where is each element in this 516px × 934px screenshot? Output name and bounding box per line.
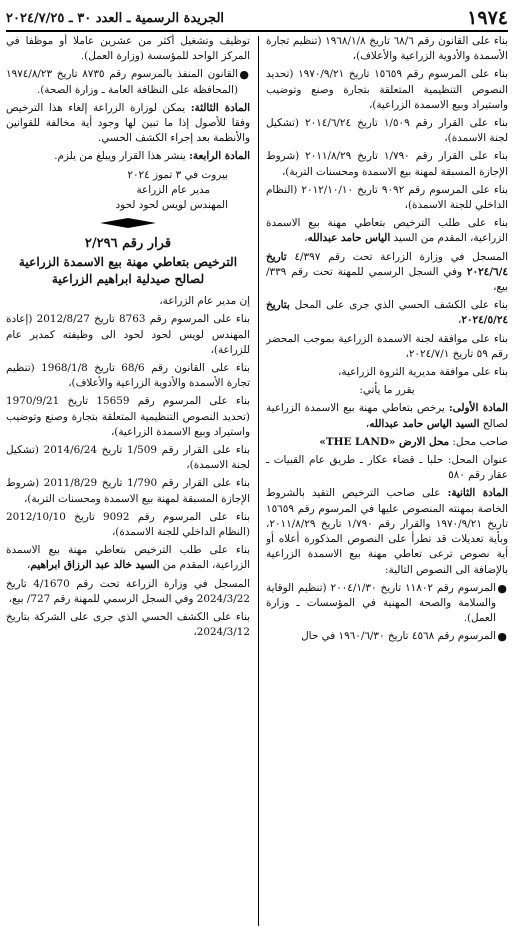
paragraph-text: بناء على طلب الترخيص بتعاطي مهنة بيع الاسمدة الزراعية، المقدم من السيد: [266, 217, 508, 245]
bullet-item: [266, 629, 508, 644]
paragraph-text: إن مدير عام الزراعة،: [159, 295, 250, 308]
paragraph: [266, 250, 508, 296]
paragraph: [6, 443, 250, 473]
bullet-item: [6, 67, 250, 97]
paragraph-text: المسجل في وزارة الزراعة تحت رقم ٤/٣٩٧: [286, 250, 508, 263]
paragraph-tail: ،: [365, 417, 370, 430]
paragraph-text: بناء على المرسوم رقم 9092 تاريخ 2012/10/10 (النظام الداخلي للجنة الاسمدة)،: [6, 510, 250, 539]
gazette-header-title: الجريدة الرسمية ـ العدد ٣٠ ـ ٢٠٢٤/٧/٢٥: [6, 11, 225, 26]
bullet-text: المرسوم رقم ١١٨٠٢ تاريخ ٢٠٠٤/١/٣٠ (تنظيم الوقاية والسلامة والصحة المهنية في المؤسسات ـ وزارة العمل).: [266, 581, 497, 625]
emphasized-text: تاريخ ٢٠٢٤/٦/٤: [266, 250, 508, 278]
paragraph: [266, 486, 508, 577]
centered-paragraph: يقرر ما يأتي:: [359, 384, 415, 397]
article-label: المادة الأولى:: [448, 402, 508, 415]
paragraph-text: بناء على المرسوم رقم 15659 تاريخ 1970/9/21 (تحديد النصوص التنظيمية المتعلقة بتجارة وصنع وتوضيب واستيراد وبيع الاسمدة الزراعية)،: [6, 395, 250, 438]
emphasized-text: بتاريخ ٢٠٢٤/٥/٢٤: [266, 299, 508, 327]
paragraph: [6, 476, 250, 506]
paragraph: [6, 294, 250, 309]
paragraph-text: المسجل في وزارة الزراعة تحت رقم 4/1670 تاريخ 2024/3/22 وفي السجل الرسمي للمهنة رقم 727/ بيع،: [6, 577, 250, 605]
left-column: [6, 34, 250, 930]
article-label: المادة الرابعة:: [189, 150, 250, 163]
left-column-top-section: [6, 34, 250, 165]
paragraph: [6, 34, 250, 64]
paragraph-tail: ،: [304, 232, 308, 245]
paragraph-text: بناء على القرار رقم ١/٥٠٩ تاريخ ٢٠١٤/٦/٢٤ (تشكيل لجنة الاسمدة)،: [266, 117, 508, 145]
article-label: المادة الثانية:: [447, 487, 508, 500]
emphasized-text: السيد خالد عبد الرزاق ابراهيم: [30, 559, 160, 572]
paragraph-text: بناء على الكشف الحسي الذي جرى على المحل: [289, 299, 508, 312]
paragraph-text: بناء على طلب الترخيص بتعاطي مهنة بيع الاسمدة الزراعية، المقدم من: [6, 544, 250, 572]
paragraph: [266, 116, 508, 146]
signature-block: [6, 168, 250, 214]
emphasized-text: السيد الياس حامد عبدالله: [369, 417, 480, 430]
bullet-icon: ●: [497, 630, 507, 644]
paragraph: [6, 577, 250, 607]
paragraph: [266, 34, 508, 64]
paragraph-text: بناء على المرسوم رقم ٩٠٩٢ تاريخ ٢٠١٢/١٠/١٠ (النظام الداخلي للجنة الاسمدة)،: [266, 183, 508, 212]
paragraph: [6, 510, 250, 540]
emphasized-text: محل الارض «THE LAND»: [319, 435, 450, 448]
paragraph-text: بناء على المرسوم رقم ١٥٦٥٩ تاريخ ١٩٧٠/٩/٢١ (تحديد النصوص التنظيمية المتعلقة بتجارة وصنع وتوضيب واستيراد وبيع الاسمدة الزراعية)،: [266, 68, 508, 111]
paragraph-text: عنوان المحل: حلبا ـ قضاء عكار ـ طريق عام القبيات ـ عقار رقم ٥٨٠: [266, 454, 508, 482]
paragraph-tail: ،: [27, 559, 31, 572]
signature-name: المهندس لويس لحود لحود: [115, 199, 228, 212]
signature-place-date: بيروت في ٣ تموز ٢٠٢٤: [127, 168, 228, 181]
decision-title: الترخيص بتعاطي مهنة بيع الاسمدة الزراعية لصالح صيدلية ابراهيم الزراعية: [18, 255, 238, 287]
paragraph-tail: وفي السجل الرسمي للمهنة تحت رقم ٣٣٩/بيع،: [266, 265, 508, 294]
paragraph-text: بناء على القرار رقم 1/509 تاريخ 2014/6/24 (تشكيل لجنة الاسمدة)،: [6, 444, 250, 472]
paragraph: [6, 610, 250, 640]
decision-number: قرار رقم ٢/٢٩٦: [84, 236, 172, 252]
bullet-icon: ●: [497, 581, 507, 595]
signature-title: مدير عام الزراعة: [136, 183, 210, 196]
paragraph-text: بناء على القرار رقم 1/790 تاريخ 2011/8/29 (شروط الإجازة المسبقة لمهنة بيع الاسمدة ومحسنات التربة)،: [6, 477, 250, 505]
paragraph: [6, 394, 250, 440]
paragraph: [6, 149, 250, 164]
bullet-icon: ●: [239, 68, 249, 82]
bullet-item: [266, 581, 508, 627]
paragraph: [6, 361, 250, 391]
paragraph: [266, 216, 508, 246]
paragraph: [266, 183, 508, 213]
paragraph: [266, 453, 508, 483]
section-divider-ornament: [6, 217, 250, 231]
column-divider: [258, 36, 259, 926]
paragraph: [266, 435, 508, 450]
paragraph-tail: ،: [457, 314, 462, 327]
paragraph-text: بناء على الكشف الحسي الذي جرى على الشركة بتاريخ 2024/3/12،: [6, 611, 250, 639]
article-label: المادة الثالثة:: [190, 101, 250, 114]
paragraph-text: يرخص بتعاطي مهنة بيع الاسمدة الزراعية لصالح: [266, 402, 508, 430]
paragraph: [266, 365, 508, 380]
paragraph: [6, 101, 250, 147]
left-column-bottom-section: [6, 294, 250, 640]
paragraph: [6, 543, 250, 573]
paragraph-text: صاحب محل:: [449, 435, 508, 448]
ornament-icon: [100, 217, 156, 229]
page-header: [6, 4, 508, 32]
paragraph: [266, 401, 508, 431]
emphasized-text: الياس حامد عبدالله: [307, 232, 391, 245]
paragraph-text: يمكن لوزارة الزراعة إلغاء هذا الترخيص وفقا للأصول إذا ما تبين لها وجود أية مخالفة للقوانين والأنظمة بعد إجراء الكشف الحسي.: [6, 101, 250, 145]
paragraph-text: بناء على القانون رقم ٦٨/٦ تاريخ ١٩٦٨/١/٨ (تنظيم تجارة الأسمدة والأدوية الزراعية والأعلاف)،: [266, 35, 508, 63]
paragraph: [266, 298, 508, 328]
paragraph-text: ينشر هذا القرار ويبلغ من يلزم.: [54, 150, 190, 163]
page-number: ١٩٧٤: [467, 7, 508, 29]
paragraph: [266, 332, 508, 362]
paragraph-text: توظيف وتشغيل أكثر من عشرين عاملا أو موظفا في المركز الواحد للمؤسسة (وزارة العمل).: [6, 35, 250, 63]
paragraph: [266, 67, 508, 113]
paragraph-text: بناء على القانون رقم 68/6 تاريخ 1968/1/8 (تنظيم تجارة الأسمدة والأدوية الزراعية والأعلاف)،: [6, 362, 250, 390]
bullet-text: المرسوم رقم ٤٥٦٨ تاريخ ١٩٦٠/٦/٣٠ في حال: [301, 630, 496, 643]
paragraph: [6, 312, 250, 358]
paragraph: [266, 149, 508, 179]
paragraph-text: بناء على موافقة لجنة الاسمدة الزراعية بموجب المحضر رقم ٥٩ تاريخ ٢٠٢٤/٧/١،: [266, 332, 508, 360]
bullet-text: القانون المنفذ بالمرسوم رقم ٨٧٣٥ تاريخ ١٩٧٤/٨/٢٣ (المحافظة على النظافة العامة ـ وزارة الصحة).: [6, 68, 239, 96]
paragraph-text: بناء على المرسوم رقم 8763 تاريخ 2012/8/27 (إعادة المهندس لويس لحود لحود الى وظيفته كمدير عام للزراعة)،: [6, 313, 250, 356]
paragraph-text: بناء على القرار رقم ١/٧٩٠ تاريخ ٢٠١١/٨/٢٩ (شروط الإجازة المسبقة لمهنة بيع الاسمدة ومحسنات التربة)،: [266, 150, 508, 178]
paragraph-text: على صاحب الترخيص التقيد بالشروط الخاصة بمهنته المنصوص عليها في المرسوم رقم ١٥٦٥٩ تاريخ ١٩٧٠/٩/٢١ والقرار رقم ١/٧٩٠ تاريخ ٢٠١١/٨/٢٩، وبأية تعديلات قد تطرأ على النصوص المذكورة أعلاه أو أية نصوص ترعى تعاطي مهنة بيع الاسمدة الزراعية بالإضافة الى النصوص التالية:: [266, 487, 508, 576]
paragraph-text: بناء على موافقة مديرية الثروة الزراعية،: [338, 366, 508, 379]
right-column: [266, 34, 508, 930]
